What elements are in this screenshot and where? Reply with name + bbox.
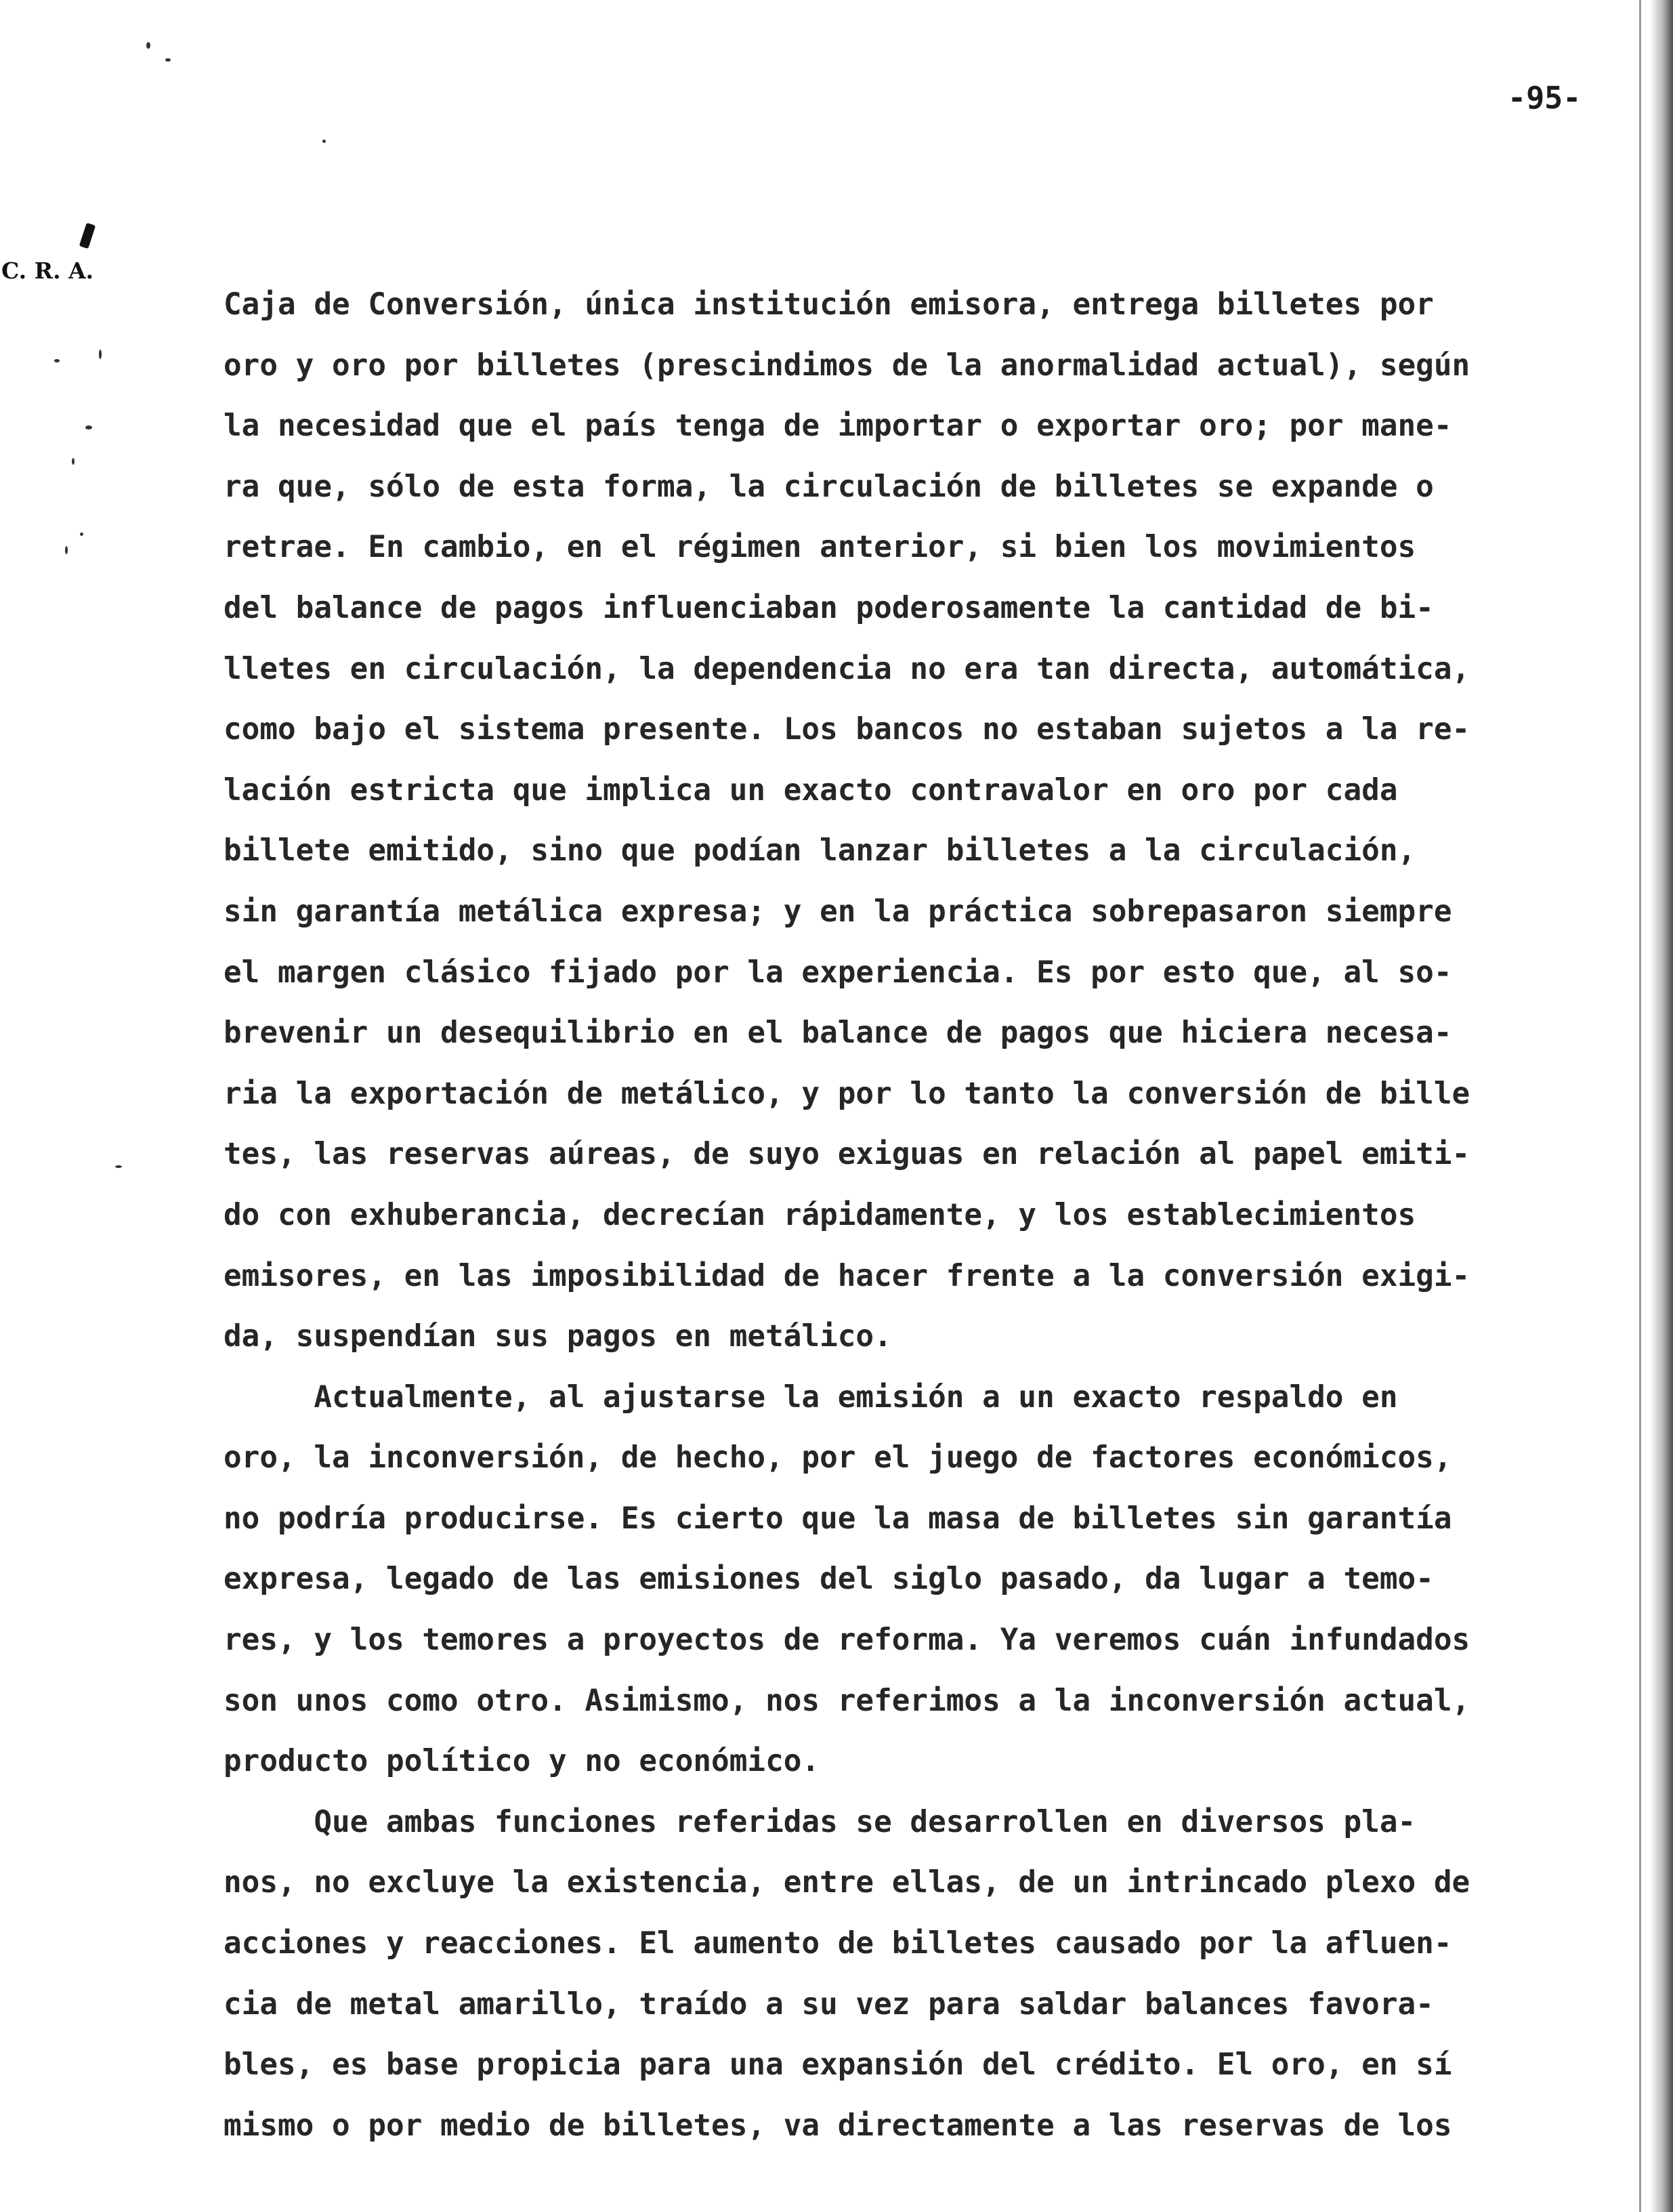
text-line: Que ambas funciones referidas se desarrollen en diversos pla- — [224, 1804, 1416, 1839]
text-line: da, suspendían sus pagos en metálico. — [224, 1319, 892, 1354]
scan-edge-shadow — [1650, 0, 1673, 2212]
text-line: producto político y no económico. — [224, 1744, 820, 1779]
stamp-mark — [79, 223, 96, 249]
text-line: el margen clásico fijado por la experiencia. Es por esto que, al so- — [224, 955, 1452, 990]
text-line: billete emitido, sino que podían lanzar billetes a la circulación, — [224, 833, 1416, 869]
text-line: lación estricta que implica un exacto contravalor en oro por cada — [224, 772, 1398, 808]
speck — [99, 350, 102, 359]
body-text — [224, 274, 1653, 2156]
text-line: do con exhuberancia, decrecían rápidamente, y los establecimientos — [224, 1197, 1416, 1232]
speck — [54, 359, 60, 362]
speck — [146, 42, 150, 49]
text-line: la necesidad que el país tenga de importar o exportar oro; por mane- — [224, 409, 1452, 444]
page-number: -95- — [1508, 80, 1582, 116]
speck — [72, 458, 75, 465]
text-line: lletes en circulación, la dependencia no era tan directa, automática, — [224, 651, 1470, 686]
text-line: ra que, sólo de esta forma, la circulación de billetes se expande o — [224, 469, 1434, 504]
text-line: oro y oro por billetes (prescindimos de la anormalidad actual), según — [224, 348, 1470, 383]
text-line: res, y los temores a proyectos de reforma. Ya veremos cuán infundados — [224, 1623, 1470, 1658]
text-line: nos, no excluye la existencia, entre ellas, de un intrincado plexo de — [224, 1865, 1470, 1900]
text-line: como bajo el sistema presente. Los bancos no estaban sujetos a la re- — [224, 712, 1470, 747]
text-line: brevenir un desequilibrio en el balance de pagos que hiciera necesa- — [224, 1016, 1452, 1051]
text-line: del balance de pagos influenciaban poderosamente la cantidad de bi- — [224, 590, 1434, 625]
speck — [165, 58, 171, 62]
text-line: Actualmente, al ajustarse la emisión a un exacto respaldo en — [224, 1379, 1398, 1415]
text-line: ria la exportación de metálico, y por lo tanto la conversión de bille — [224, 1076, 1470, 1111]
text-line: cia de metal amarillo, traído a su vez para saldar balances favora- — [224, 1986, 1434, 2022]
text-line: Caja de Conversión, única institución emisora, entrega billetes por — [224, 287, 1434, 322]
text-line: expresa, legado de las emisiones del siglo pasado, da lugar a temo- — [224, 1562, 1434, 1597]
text-line: son unos como otro. Asimismo, nos referimos a la inconversión actual, — [224, 1683, 1470, 1718]
text-line: no podría producirse. Es cierto que la masa de billetes sin garantía — [224, 1501, 1452, 1536]
text-line: emisores, en las imposibilidad de hacer frente a la conversión exigi- — [224, 1258, 1470, 1293]
speck — [80, 533, 83, 536]
text-line: mismo o por medio de billetes, va directamente a las reservas de los — [224, 2108, 1452, 2143]
text-line: oro, la inconversión, de hecho, por el juego de factores económicos, — [224, 1440, 1452, 1476]
text-line: retrae. En cambio, en el régimen anterior, si bien los movimientos — [224, 530, 1416, 565]
text-line: acciones y reacciones. El aumento de billetes causado por la afluen- — [224, 1926, 1452, 1961]
speck — [322, 140, 326, 143]
text-line: bles, es base propicia para una expansión del crédito. El oro, en sí — [224, 2047, 1452, 2083]
speck — [115, 1165, 122, 1168]
text-line: tes, las reservas aúreas, de suyo exiguas en relación al papel emiti- — [224, 1137, 1470, 1172]
speck — [85, 425, 92, 430]
margin-stamp: C. R. A. — [1, 257, 94, 284]
speck — [65, 546, 68, 554]
text-line: sin garantía metálica expresa; y en la práctica sobrepasaron siempre — [224, 894, 1452, 929]
